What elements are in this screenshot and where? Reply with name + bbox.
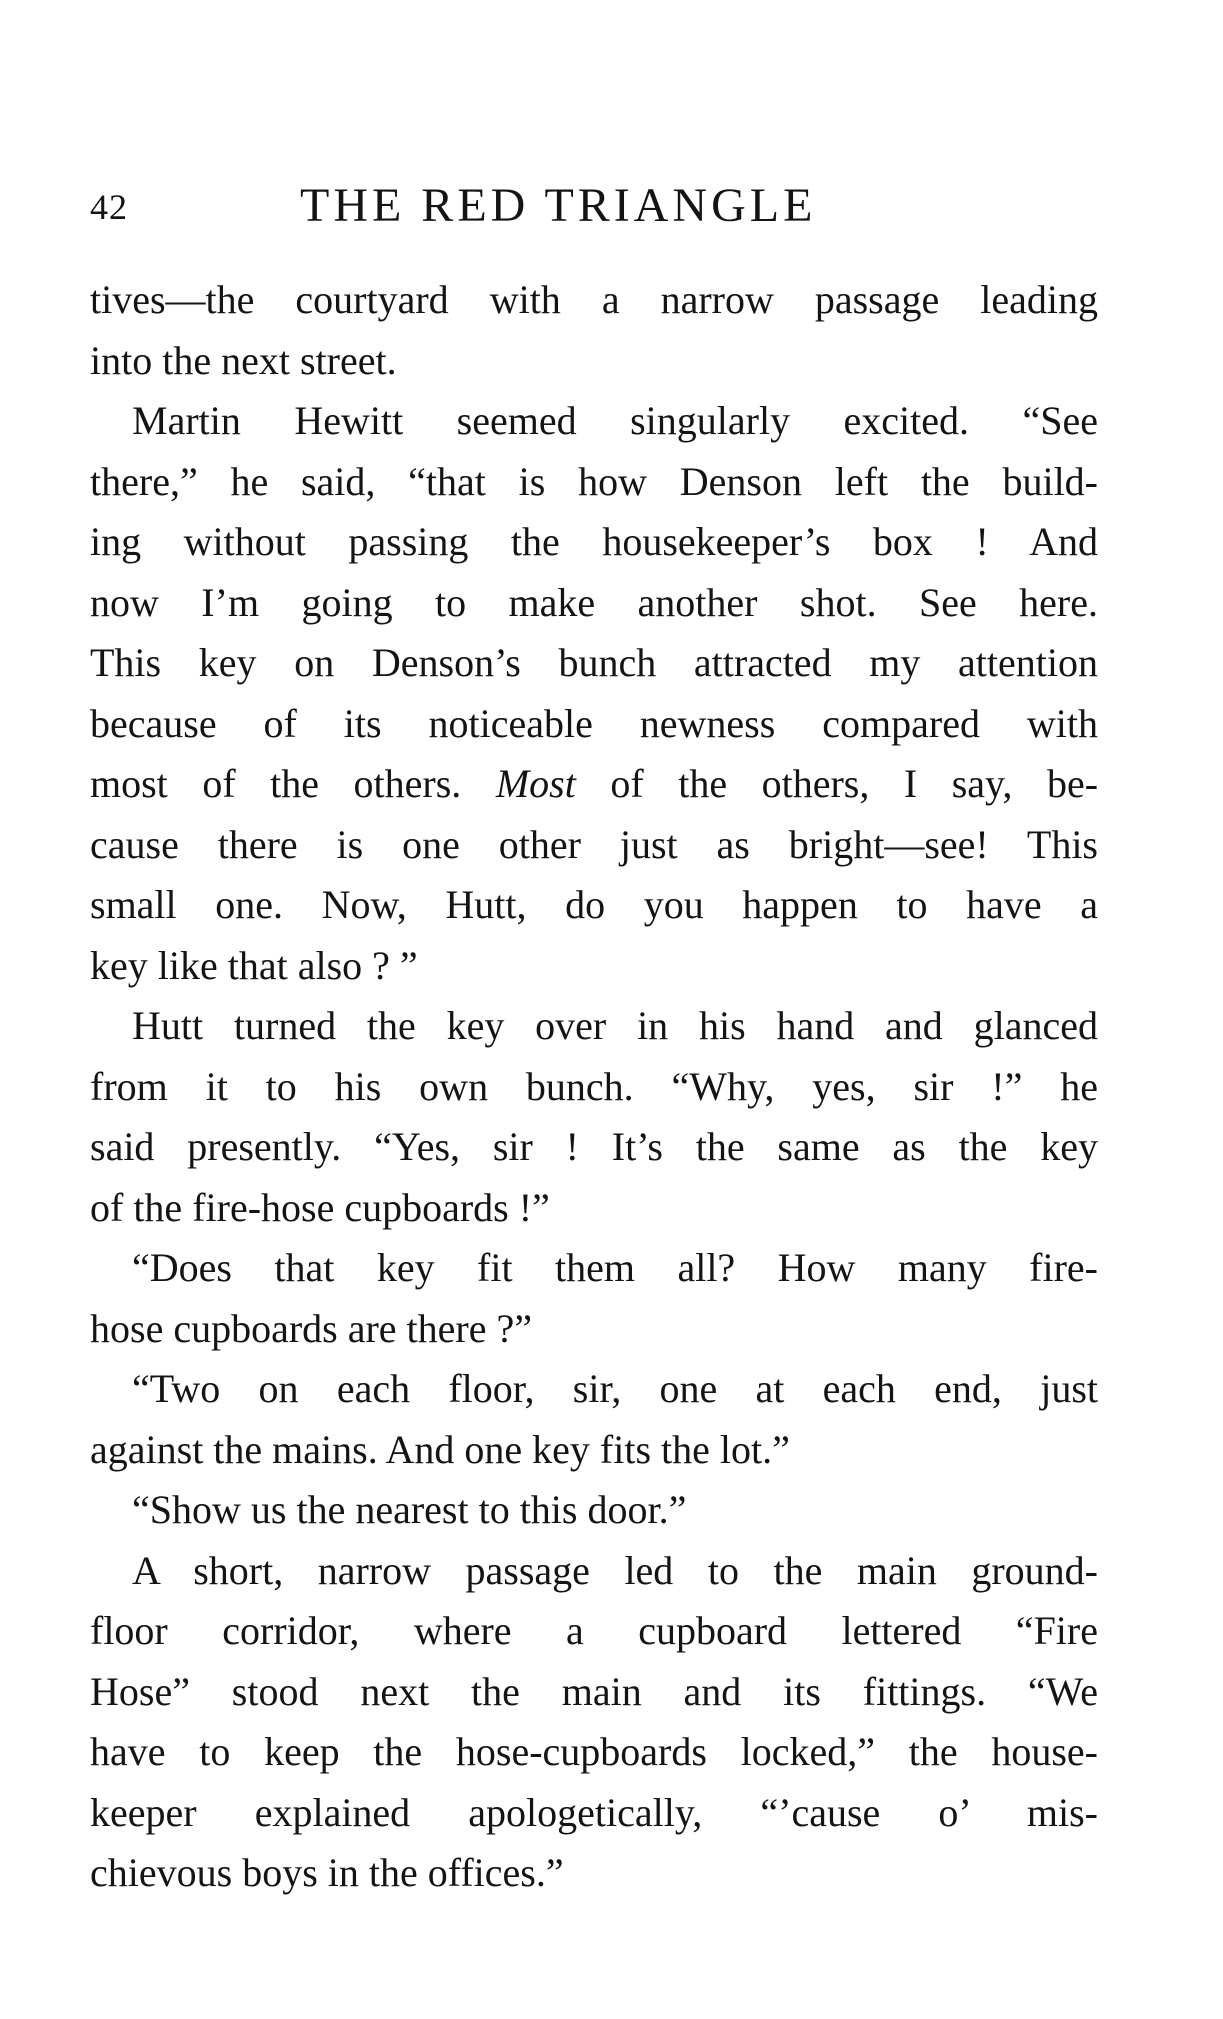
text-line: hose cupboards are there ?” [90,1305,532,1351]
italic-word: Most [495,761,576,806]
text-line: Hutt turned the key over in his hand and glanced [132,1003,1098,1048]
text-line: now I’m going to make another shot. See here. [90,579,1098,625]
text-fragment: most of the others. [90,761,462,806]
text-line: there,” he said, “that is how Denson left the build- [90,458,1098,504]
text-line: Martin Hewitt seemed singularly excited. “See [132,398,1098,443]
text-line: chievous boys in the offices.” [90,1850,564,1895]
text-line: ing without passing the housekeeper’s box ! And [90,519,1098,564]
text-line: This key on Denson’s bunch attracted my attention [90,640,1098,685]
text-line: floor corridor, where a cupboard lettered “Fire [90,1608,1098,1653]
running-head [90,178,1100,238]
text-line: “Show us the nearest to this door.” [132,1487,687,1532]
text-line: key like that also ? ” [90,942,418,988]
text-line: “Does that key fit them all? How many fire- [132,1245,1098,1290]
text-line: small one. Now, Hutt, do you happen to have a [90,882,1098,927]
text-line: “Two on each floor, sir, one at each end, just [132,1366,1098,1411]
text-line: said presently. “Yes, sir ! It’s the same as the key [90,1124,1098,1169]
text-line: A short, narrow passage led to the main ground- [132,1547,1098,1593]
text-line: cause there is one other just as bright—see! This [90,821,1098,867]
text-line: have to keep the hose-cupboards locked,” the house- [90,1729,1098,1774]
text-line: into the next street. [90,337,397,383]
text-fragment: of the others, I say, be- [610,761,1099,806]
text-line: because of its noticeable newness compared with [90,700,1098,746]
text-line: of the fire-hose cupboards !” [90,1184,550,1230]
text-line: from it to his own bunch. “Why, yes, sir !” he [90,1063,1098,1109]
text-line [90,754,1098,815]
text-line: against the mains. And one key fits the lot.” [90,1426,790,1472]
text-line: keeper explained apologetically, “’cause o’ mis- [90,1789,1098,1835]
book-title: THE RED TRIANGLE [300,179,817,232]
text-line: tives—the courtyard with a narrow passage leading [90,277,1098,322]
page-number: 42 [90,187,128,227]
body-text [90,270,1098,1904]
text-line: Hose” stood next the main and its fittings. “We [90,1668,1098,1714]
